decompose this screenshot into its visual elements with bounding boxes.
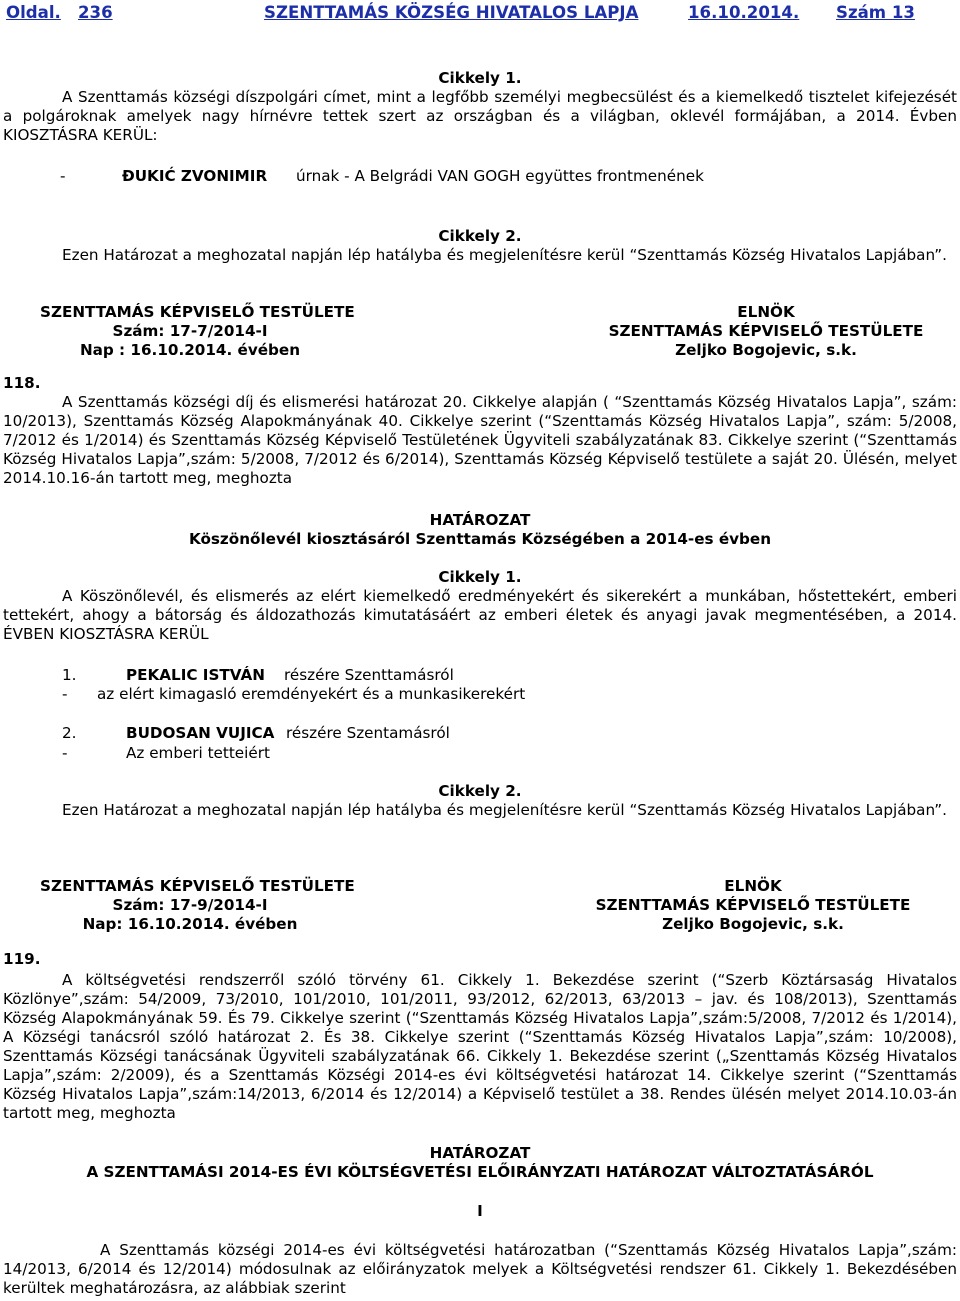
header-date: 16.10.2014. [688, 3, 800, 22]
article-paragraph: A Köszönőlevél, és elismerés az elért kiemelkedő eredményekért és sikerekért a munkában, hőstettekért, emberi tettekért, ahogy a bátorság és áldozathozás kimutatásáért az emberi életek és anyagi javak megmentésében, a 2014. ÉVBEN KIOSZTÁSRA KERÜL [3, 587, 957, 643]
article-title: Cikkely 2. [438, 227, 522, 245]
awardee-description: úrnak - A Belgrádi VAN GOGH együttes frontmenének [296, 167, 704, 185]
article-paragraph: Ezen Határozat a meghozatal napján lép hatályba és megjelenítésre kerül “Szenttamás Község Hivatalos Lapjában”. [62, 246, 947, 264]
part-numeral: I [477, 1202, 483, 1220]
signature-left: SZENTTAMÁS KÉPVISELŐ TESTÜLETE Szám: 17-7/2014-I Nap : 16.10.2014. évében [40, 303, 355, 359]
recipient-name: BUDOSAN VUJICA [126, 724, 275, 742]
awardee-line: - ĐUKIĆ ZVONIMIR úrnak - A Belgrádi VAN GOGH együttes frontmenének [60, 167, 704, 185]
recipient-name: PEKALIC ISTVÁN [126, 666, 265, 684]
article-title: Cikkely 1. [438, 568, 522, 586]
publication-title: SZENTTAMÁS KÖZSÉG HIVATALOS LAPJA [264, 3, 639, 22]
signature-right: ELNÖK SZENTTAMÁS KÉPVISELŐ TESTÜLETE Zeljko Bogojevic, s.k. [608, 303, 924, 359]
list-item: 1. PEKALIC ISTVÁN részére Szenttamásról [62, 666, 454, 684]
issue-number: Szám 13 [836, 3, 915, 22]
signature-left: SZENTTAMÁS KÉPVISELŐ TESTÜLETE Szám: 17-9/2014-I Nap: 16.10.2014. évében [40, 877, 355, 933]
decision-subheading: Köszönőlevél kiosztásáról Szenttamás Községében a 2014-es évben [188, 530, 772, 548]
article-paragraph: Ezen Határozat a meghozatal napján lép hatályba és megjelenítésre kerül “Szenttamás Község Hivatalos Lapjában”. [62, 801, 947, 819]
article-paragraph: A Szenttamás községi díszpolgári címet, mint a legfőbb személyi megbecsülést és a kiemelkedő tisztelet kifejezését a polgároknak amelyek nagy hírnévre tettek szert az országban és a világban, oklevél formájában, a 2014. Évben KIOSZTÁSRA KERÜL: [3, 88, 957, 144]
decision-heading: HATÁROZAT [429, 1144, 531, 1162]
list-item-reason: - Az emberi tetteiért [62, 744, 270, 762]
section-number: 118. [3, 374, 41, 392]
article-title: Cikkely 2. [438, 782, 522, 800]
list-item-reason: - az elért kimagasló eremdényekért és a munkasikerekért [62, 685, 526, 703]
page-header [6, 3, 956, 25]
awardee-name: ĐUKIĆ ZVONIMIR [122, 167, 268, 185]
decision-subheading: A SZENTTAMÁSI 2014-ES ÉVI KÖLTSÉGVETÉSI ELŐIRÁNYZATI HATÁROZAT VÁLTOZTATÁSÁRÓL [86, 1163, 874, 1181]
page-label: Oldal. [6, 3, 61, 22]
preamble-paragraph: A Szenttamás községi díj és elismerési határozat 20. Cikkelye alapján ( “Szenttamás Község Hivatalos Lapja”, szám: 10/2013), Szenttamás Község Alapokmányának 40. Cikkelye szerint (“Szenttamás Község Hivatalos Lapja”, szám: 5/2008, 7/2012 és 1/2014) és Szenttamás Község Képviselő Testületének Ügyviteli szabályzatának 83. Cikkelye szerint (“Szenttamás Község Hivatalos Lapja”,szám: 5/2008, 7/2012 és 6/2014), Szenttamás Község Képviselő testülete a saját 20. Ülésén, melyet 2014.10.16-án tartott meg, meghozta [3, 393, 957, 487]
page-number: 236 [78, 3, 113, 22]
signature-right: ELNÖK SZENTTAMÁS KÉPVISELŐ TESTÜLETE Zeljko Bogojevic, s.k. [595, 877, 911, 933]
list-item: 2. BUDOSAN VUJICA részére Szentamásról [62, 724, 450, 742]
section-number: 119. [3, 950, 41, 968]
decision-heading: HATÁROZAT [429, 511, 531, 529]
article-paragraph: A Szenttamás községi 2014-es évi költségvetési határozatban (“Szenttamás Község Hivatalos Lapja”,szám: 14/2013, 6/2014 és 12/2014) módosulnak az előirányzatok melyek a Költségvetési rendszer 61. Cikkely 1. Bekezdésében kerültek meghatározásra, az alábbiak szerint [3, 1241, 957, 1297]
article-title: Cikkely 1. [438, 69, 522, 87]
preamble-paragraph: A költségvetési rendszerről szóló törvény 61. Cikkely 1. Bekezdése szerint (“Szerb Köztársaság Hivatalos Közlönye”,szám: 54/2009, 73/2010, 101/2010, 101/2011, 93/2012, 62/2013, 63/2013 – jav. és 108/2013), Szenttamás Község Alapokmányának 59. És 79. Cikkelye szerint (“Szenttamás Község Hivatalos Lapja”,szám:5/2008, 7/2012 és 1/2014), A Községi tanácsról szóló határozat 2. És 38. Cikkelye szerint (“Szenttamás Község Hivatalos Lapja”,szám: 10/2008), Szenttamás Községi tanácsának Ügyviteli szabályzatának 66. Cikkely 1. Bekezdése szerint („Szenttamás Község Hivatalos Lapja”,szám: 2/2009), és a Szenttamás Községi 2014-es évi költségvetési határozat 14. Cikkelye szerint (“Szenttamás Község Hivatalos Lapja”,szám:14/2013, 6/2014 és 12/2014) a Képviselő testület a 38. Rendes ülésén melyet 2014.10.03-án tartott meg, meghozta [3, 971, 957, 1122]
